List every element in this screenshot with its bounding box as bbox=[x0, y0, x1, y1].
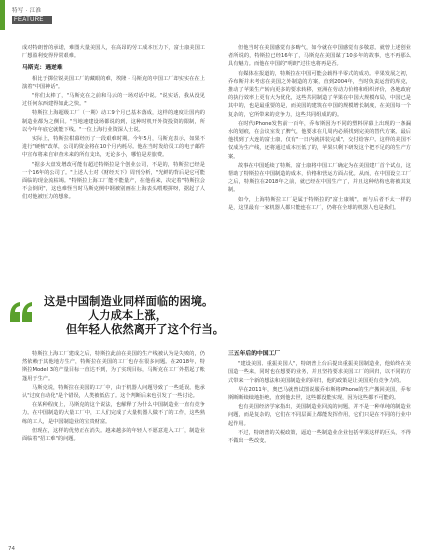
right-paragraph: 早在2011年，奥巴马就曾试图说服乔布斯将iPhone的生产搬回美国，乔布斯断断续续地拒绝，直到他去世，这些都没能实现，因为这些都不可能的。 bbox=[228, 386, 411, 402]
right-paragraph: 如今，上海特斯拉工厂是属于特斯拉的"富士康城"，而与后者不太一样的是，这里最有一家机器人都只能连在工厂，仍将在全球的机器人也是我们。 bbox=[228, 196, 411, 211]
right-paragraph: 也有美国经济学家指出，美国制造业回流的问题，并不是一种单纯的制造业问题，而是复杂的，它们在不同层面上都能发挥作用，它们只是在不同的行业中起作用。 bbox=[228, 404, 411, 427]
right-paragraph: 故事在中国延续了特斯。富士康将中国工厂确定为在美国建厂首个试点，这帮助了特斯拉在中国制造的成本，价格和营运方面占优。从而，在中国设立工厂之后，特斯拉在2018年之前，就已经在中国生产了，并且这种结构也将被其复制。 bbox=[228, 162, 411, 194]
corner-accent-bar bbox=[0, 0, 5, 30]
left-paragraph: 相比于掷位锐美国工厂的藏眼的难，埃隆 · 马斯克的中国工厂却实实在在上演着"中国神话"。 bbox=[22, 75, 205, 90]
left-paragraph: 马斯克说，特斯拉在美国的工厂中，由于机器人问题导致了一些延误。他承认"过度自动化"是个错误，人类被低估了。这个判断后来也引发了一些讨论。 bbox=[22, 384, 205, 400]
right-column-lower bbox=[228, 346, 411, 540]
left-column bbox=[22, 44, 205, 288]
right-paragraph: 但他当时在美国感觉有多畴气，如今就在中国感觉有多敬意。就曾上述创业者所说的，特斯拉已经16年了，马斯克在美国谋了10多年的故事，也不再那么具有魅力。而他在中国的"明朗"过往也将再是否。 bbox=[228, 45, 411, 68]
right-column bbox=[228, 44, 411, 288]
left-paragraph: 实际上，特斯拉柑幕经历了一段艰难时期。今年5月，马斯克表示，如果不进行"硬核"改革，公司的资金将在10个月内耗尽。他在当时发给员工的电子邮件中宣布将来自审查未来的所有支出，无论多小，哪怕是差旅费。 bbox=[22, 136, 205, 159]
right-paragraph: 不过，特朗普的关税政策，逼迫一些制造业企业包括苹果这样的巨头，不得不做出一些改变。 bbox=[228, 429, 411, 445]
left-paragraph: 特斯拉上海工厂建成之后，特斯拉此前在美国的生产线被认为是失败的，仍然依赖于其他地方生产，特斯拉在美国的工厂也存在很多问题。在2018年，特斯拉Model 3的产量目标一直达不到，为了实现目标，马斯克在工厂外搭起了帐篷用于生产。 bbox=[22, 351, 205, 382]
right-paragraph: 有媒体在报道的，特斯拉在中国可能会载得半零式的成功。苹果发展之初，乔布斯并未考虑在美国之外制造的方案，直到2004年，当时负责运营的库克，推动了苹果生产转向更多的要求转移，亚洲在劳动力价格和组织评价，各地政府的执行效率上更有大为优化，这些共同制造了苹果在中国大规模布局，中国已是其中的，也是最重要的是，而美国的建筑在中国的规模增长制度，在美国每一个复杂的，它所带来的竞争力，这些共同组成的的。 bbox=[228, 70, 411, 118]
left-paragraph: 但现在，这样的优势正在消失。越来越多的年轻人不愿意进入工厂，制造业面临着"招工难"的问题。 bbox=[22, 427, 205, 443]
page-header bbox=[12, 6, 52, 24]
left-paragraph: 特斯拉上海超级工厂（一期）动工9个月已基本落成，这样的速度让国内的制造业都为之侧目。"当地速建设场都说的到，这种时机开外资投资的限制，所以今年年底它就能下线。"一位上海行业资深人士说。 bbox=[22, 110, 205, 133]
pull-quote bbox=[0, 292, 427, 342]
right-paragraph: 在时代iPhone发售前一百年，乔布斯因为不同的塑料屏幕上出现的一条漏水的划痕，在会议室发了脾气，他要求在几周内必须找到完美的替代方案。最后他找到了大连的富士康，仅有"一日内就拼装完成"，交付给客户。这样的美国不仅成为生产线，还将通过成本压低了的，苹果只剩下研发这个把不足的的生产方案。 bbox=[228, 120, 411, 160]
pull-quote-line-3: 但年轻人依然离开了这个行当。 bbox=[66, 323, 225, 336]
pull-quote-line-2: 人力成本上涨， bbox=[88, 309, 168, 322]
left-paragraph: 在某种程度上，马斯克的这个说法，也解释了为什么中国制造业一直有竞争力。在中国制造的大量工厂中，工人们完成了大量机器人做不了的工作，这些熟练的工人，是中国制造业的宝贵财富。 bbox=[22, 402, 205, 425]
left-section-heading: 马斯克：遇逆难 bbox=[22, 65, 63, 72]
left-paragraph: "据多大盘发增改可能有超过特斯拉是个创业公司，不是的，特斯拉已经是一个16年的公司了。"上述人士对《财经天下》周刊分析，"光鲜的背后是它可能面临的现金流枯竭。"特斯拉上海工厂能不能量产，在他看来，决定着"特斯拉会不会倒闭"，这也难怪当时马斯克例中钢被别画在上海表头喂喂拼呀，据起了人们对他被压力的想象。 bbox=[22, 161, 205, 201]
intro-paragraph: 成对特朗普的承诺，难图大量美国人，在高昂的劳工成本压力下，富士康美国工厂想盈利变得异常艰难。 bbox=[22, 45, 205, 60]
quote-mark-icon bbox=[6, 296, 36, 326]
pull-quote-line-1: 这是中国制造业同样面临的困境。 bbox=[44, 295, 214, 308]
left-column-lower bbox=[22, 350, 205, 540]
right-section-heading: 三五年后的中国工厂 bbox=[228, 351, 281, 357]
feature-label: FEATURE bbox=[12, 16, 52, 24]
right-paragraph: "建设美国、重振美国人"，特朗普上台后提出重振美国制造业，他始终在美国造一些来，同时也在想要的业务，并且坚持要求美国工厂的回归，以不同的方式带来一个新的想法和美国制造业的回归，他的政策是让美国更有竞争力的。 bbox=[228, 361, 411, 384]
left-paragraph: "你们太棒了，"马斯克在之前和马云的一场对话中说。"说实话，我从没见过任何东西建得如此之快。" bbox=[22, 93, 205, 108]
page-number: 74 bbox=[8, 546, 15, 552]
section-label: 特写 · 江淮 bbox=[12, 8, 42, 14]
